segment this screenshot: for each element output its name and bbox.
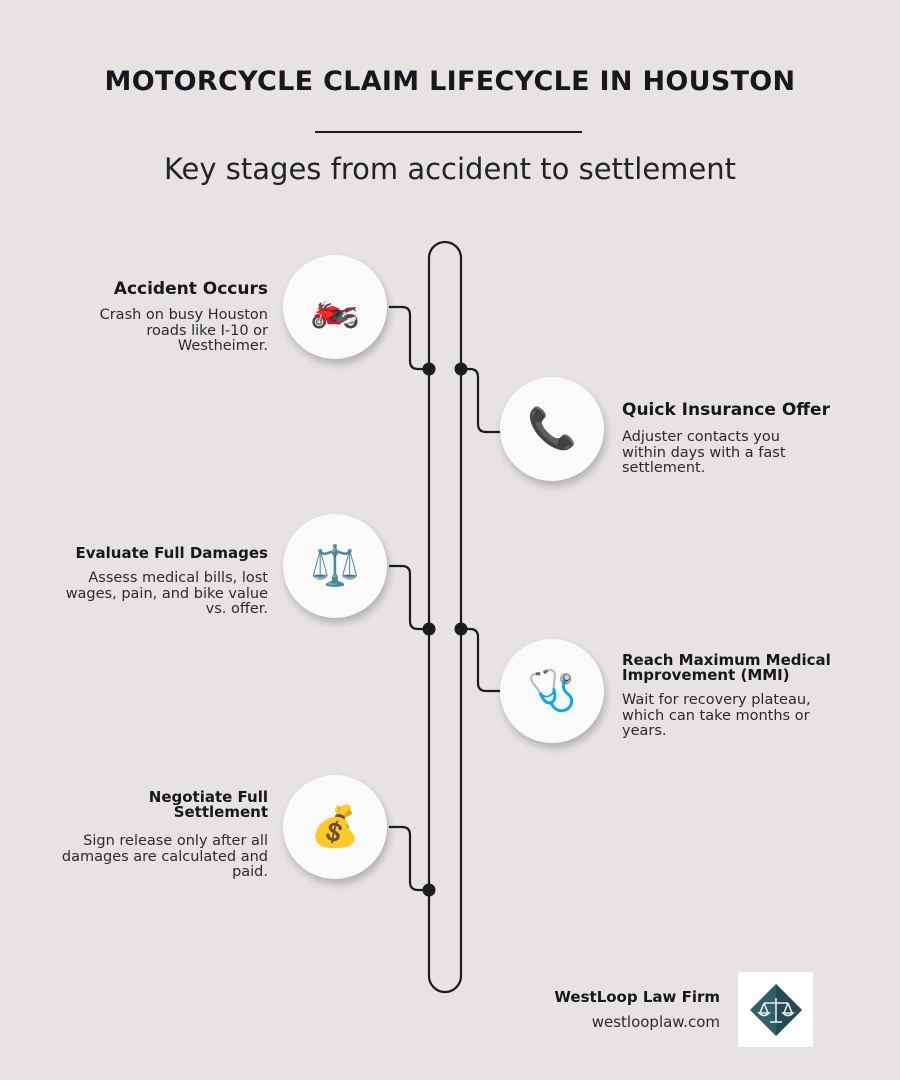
scales-icon: ⚖️ — [310, 543, 360, 589]
stage-4-circle — [500, 639, 604, 743]
stage-4-title: Reach Maximum Medical Improvement (MMI) — [622, 651, 831, 684]
spine-node-1 — [423, 363, 436, 376]
stage-1-circle — [283, 255, 387, 359]
connector-5 — [389, 827, 429, 890]
page-title: MOTORCYCLE CLAIM LIFECYCLE IN HOUSTON — [104, 66, 796, 97]
stage-3-title: Evaluate Full Damages — [75, 544, 268, 562]
scales-of-justice-logo — [748, 982, 804, 1038]
stage-5-circle — [283, 775, 387, 879]
timeline-spine — [429, 242, 461, 992]
connector-4 — [461, 629, 503, 691]
stage-2-circle — [500, 377, 604, 481]
spine-node-3 — [423, 623, 436, 636]
stage-5-title: Negotiate Full Settlement — [148, 788, 268, 821]
stage-3-circle — [283, 514, 387, 618]
stage-5-description: Sign release only after all damages are calculated and paid. — [61, 833, 268, 880]
connector-2 — [461, 369, 503, 432]
spine-node-4 — [455, 623, 468, 636]
firm-name: WestLoop Law Firm — [554, 988, 720, 1006]
money-bag-icon: 💰 — [310, 804, 360, 850]
connector-1 — [389, 307, 429, 369]
firm-logo — [738, 972, 813, 1047]
stethoscope-icon: 🩺 — [527, 668, 577, 714]
stage-1-title: Accident Occurs — [113, 279, 268, 299]
telephone-icon: 📞 — [527, 406, 577, 452]
stage-2-title: Quick Insurance Offer — [622, 400, 830, 420]
stage-3-description: Assess medical bills, lost wages, pain, and bike value vs. offer. — [65, 570, 268, 617]
motorcycle-icon: 🏍️ — [310, 284, 360, 330]
spine-node-2 — [455, 363, 468, 376]
firm-website-link[interactable]: westlooplaw.com — [591, 1013, 720, 1031]
spine-node-5 — [423, 884, 436, 897]
stage-4-description: Wait for recovery plateau, which can take months or years. — [622, 692, 811, 739]
page-subtitle: Key stages from accident to settlement — [163, 152, 737, 186]
connector-3 — [389, 566, 429, 629]
stage-1-description: Crash on busy Houston roads like I-10 or Westheimer. — [99, 307, 268, 354]
stage-2-description: Adjuster contacts you within days with a fast settlement. — [622, 429, 786, 476]
